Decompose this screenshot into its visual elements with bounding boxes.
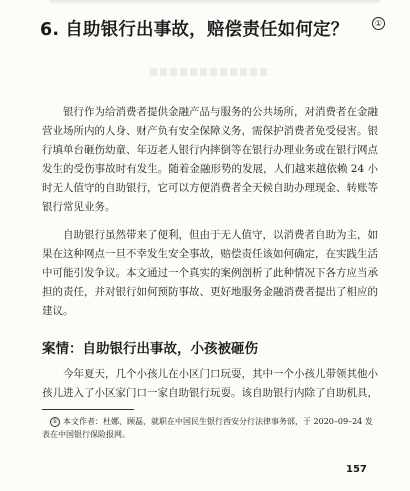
paragraph-text: 今年夏天，几个小孩儿在小区门口玩耍，其中一个小孩儿带领其他小孩儿进入了小区家门口一家自助银行玩耍。该自助银行内除了自助机具， <box>42 368 378 399</box>
footnote <box>42 415 378 441</box>
footnote-reference-marker: ① <box>372 17 385 30</box>
bleed-through-text <box>150 68 270 76</box>
footnote-marker: ① <box>50 417 60 427</box>
paragraph-text: 银行作为给消费者提供金融产品与服务的公共场所，对消费者在金融营业场所内的人身、财产负有安全保障义务，需保护消费者免受侵害。银行填单台砸伤幼童、年迈老人银行内摔倒等在银行办理业务或在银行网点发生的受伤事故时有发生。随着金融形势的发展，人们越来越依赖 24 小时无人值守的自助银行，它可以方便消费者全天候自助办理现金、转账等银行常见业务。 <box>42 106 378 213</box>
intro-paragraph-2 <box>42 226 378 321</box>
case-section-heading: 案情：自助银行出事故，小孩被砸伤 <box>42 341 258 357</box>
page-number: 157 <box>346 464 367 475</box>
chapter-heading <box>40 16 400 41</box>
intro-paragraph-1 <box>42 103 378 217</box>
paragraph-text: 自助银行虽然带来了便利，但由于无人值守，以消费者自助为主，如果在这种网点一旦不幸发生安全事故，赔偿责任该如何确定，在实践生活中可能引发争议。本文通过一个真实的案例剖析了此种情况下各方应当承担的责任，并对银行如何预防事故、更好地服务金融消费者提出了相应的建议。 <box>42 229 378 317</box>
footnote-text: 本文作者：杜娜、顾磊，就职在中国民生银行西安分行法律事务部，于 2020–09–24 发表在中国银行保险报网。 <box>42 417 373 439</box>
footnote-divider <box>42 409 134 410</box>
heading-number: 6. <box>40 20 60 40</box>
case-paragraph <box>42 365 378 403</box>
heading-title: 自助银行出事故，赔偿责任如何定？ <box>65 20 349 40</box>
bleed-through-top <box>50 0 380 5</box>
